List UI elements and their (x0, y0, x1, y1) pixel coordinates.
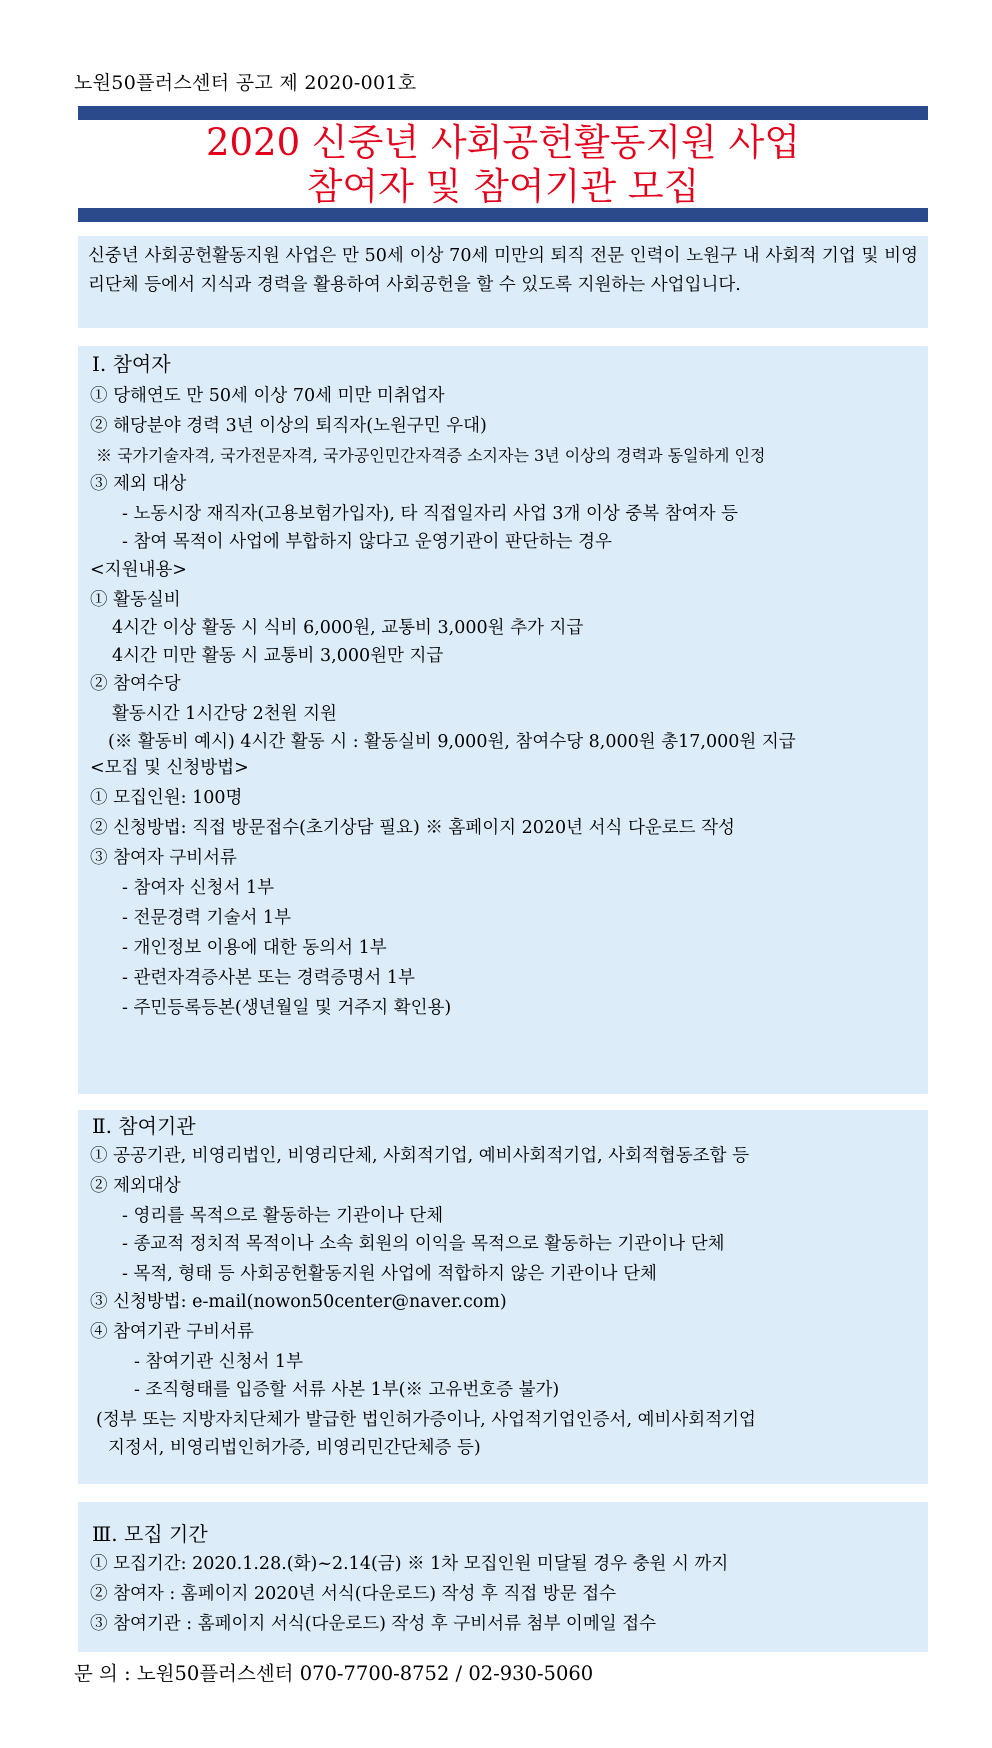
list-item: ① 모집인원: 100명 (90, 788, 243, 808)
list-item: ① 모집기간: 2020.1.28.(화)~2.14(금) ※ 1차 모집인원 미달될 경우 충원 시 까지 (90, 1554, 729, 1574)
subheading: <모집 및 신청방법> (90, 758, 249, 778)
section-heading: Ⅲ. 모집 기간 (92, 1522, 208, 1546)
list-item: ② 해당분야 경력 3년 이상의 퇴직자(노원구민 우대) (90, 416, 487, 436)
list-item: (※ 활동비 예시) 4시간 활동 시 : 활동실비 9,000원, 참여수당 8,000원 총17,000원 지급 (108, 732, 796, 752)
list-item: ④ 참여기관 구비서류 (90, 1322, 254, 1342)
contact-info: 문 의 : 노원50플러스센터 070-7700-8752 / 02-930-5060 (74, 1662, 594, 1685)
list-item: ② 제외대상 (90, 1176, 181, 1196)
notice-number: 노원50플러스센터 공고 제 2020-001호 (74, 72, 417, 94)
list-item: ③ 참여기관 : 홈페이지 서식(다운로드) 작성 후 구비서류 첨부 이메일 접수 (90, 1614, 657, 1634)
list-item: - 노동시장 재직자(고용보험가입자), 타 직접일자리 사업 3개 이상 중복 참여자 등 (122, 504, 738, 524)
intro-text: 신중년 사회공헌활동지원 사업은 만 50세 이상 70세 미만의 퇴직 전문 인력이 노원구 내 사회적 기업 및 비영리단체 등에서 지식과 경력을 활용하여 사회공헌을 할 수 있도록 지원하는 사업입니다. (88, 246, 918, 295)
list-item: 지정서, 비영리법인허가증, 비영리민간단체증 등) (108, 1438, 481, 1458)
intro-box (78, 236, 928, 328)
section-institutions (78, 1110, 928, 1484)
list-item: - 주민등록등본(생년월일 및 거주지 확인용) (122, 998, 452, 1018)
list-item: ③ 제외 대상 (90, 474, 187, 494)
list-item: - 참여자 신청서 1부 (122, 878, 275, 898)
list-item: - 개인정보 이용에 대한 동의서 1부 (122, 938, 387, 958)
section-participants (78, 346, 928, 1094)
list-item: (정부 또는 지방자치단체가 발급한 법인허가증이나, 사업적기업인증서, 예비사회적기업 (96, 1410, 756, 1430)
subheading: <지원내용> (90, 560, 187, 580)
list-item: ① 공공기관, 비영리법인, 비영리단체, 사회적기업, 예비사회적기업, 사회적협동조합 등 (90, 1146, 750, 1166)
section-heading: Ⅰ. 참여자 (92, 352, 171, 376)
list-item: - 영리를 목적으로 활동하는 기관이나 단체 (122, 1206, 444, 1226)
list-item: - 전문경력 기술서 1부 (122, 908, 291, 928)
section-heading: Ⅱ. 참여기관 (92, 1114, 196, 1138)
list-item: - 관련자격증사본 또는 경력증명서 1부 (122, 968, 415, 988)
list-item: ② 참여자 : 홈페이지 2020년 서식(다운로드) 작성 후 직접 방문 접수 (90, 1584, 617, 1604)
title-bottom-rule (78, 208, 928, 222)
list-item: 4시간 이상 활동 시 식비 6,000원, 교통비 3,000원 추가 지급 (112, 618, 584, 638)
list-item: - 참여 목적이 사업에 부합하지 않다고 운영기관이 판단하는 경우 (122, 532, 612, 552)
list-item: - 목적, 형태 등 사회공헌활동지원 사업에 적합하지 않은 기관이나 단체 (122, 1264, 657, 1284)
list-item: ※ 국가기술자격, 국가전문자격, 국가공인민간자격증 소지자는 3년 이상의 경력과 동일하게 인정 (96, 446, 766, 465)
list-item: - 종교적 정치적 목적이나 소속 회원의 이익을 목적으로 활동하는 기관이나 단체 (122, 1234, 725, 1254)
list-item: ③ 신청방법: e-mail(nowon50center@naver.com) (90, 1292, 507, 1312)
list-item: ① 당해연도 만 50세 이상 70세 미만 미취업자 (90, 386, 445, 406)
list-item: ② 참여수당 (90, 674, 181, 694)
list-item: - 조직형태를 입증할 서류 사본 1부(※ 고유번호증 불가) (134, 1380, 560, 1400)
list-item: 활동시간 1시간당 2천원 지원 (112, 704, 337, 724)
list-item: 4시간 미만 활동 시 교통비 3,000원만 지급 (112, 646, 444, 666)
title-top-rule (78, 106, 928, 120)
list-item: ① 활동실비 (90, 590, 181, 610)
title-line-2: 참여자 및 참여기관 모집 (306, 165, 700, 208)
list-item: ③ 참여자 구비서류 (90, 848, 237, 868)
list-item: ② 신청방법: 직접 방문접수(초기상담 필요) ※ 홈페이지 2020년 서식 다운로드 작성 (90, 818, 735, 838)
list-item: - 참여기관 신청서 1부 (134, 1352, 303, 1372)
section-period (78, 1502, 928, 1652)
title-line-1: 2020 신중년 사회공헌활동지원 사업 (205, 121, 801, 164)
